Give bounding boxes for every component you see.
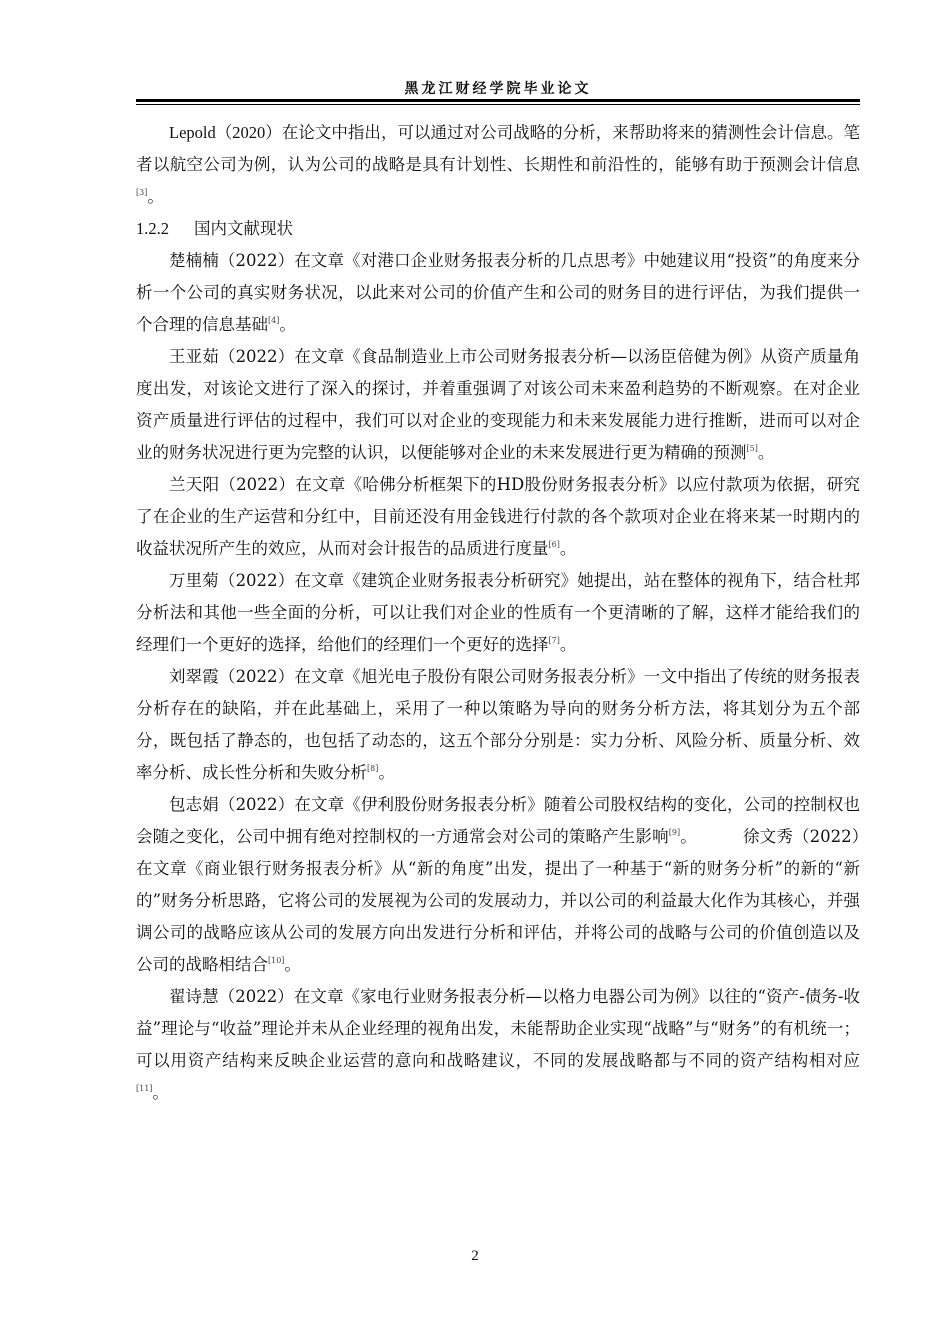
header-rule-thick xyxy=(136,99,860,102)
citation-marker: [4] xyxy=(268,316,280,325)
paragraph-zhai xyxy=(136,981,860,1109)
paragraph-wan xyxy=(136,565,860,661)
paragraph-end: 。 xyxy=(147,187,164,206)
citation-marker: [5] xyxy=(746,444,758,453)
paragraph-text-second: 徐文秀（2022）在文章《商业银行财务报表分析》从“新的角度”出发，提出了一种基于“新的财务分析”的新的“新的”财务分析思路，它将公司的发展视为公司的发展动力，并以公司的利益最大化作为其核心，并强调公司的战略应该从公司的发展方向出发进行分析和评估，并将公司的战略与公司的价值创造以及公司的战略相结合 xyxy=(136,827,861,974)
header-rule-thin xyxy=(136,104,860,105)
section-title: 国内文献现状 xyxy=(194,219,293,238)
paragraph-text: 在论文中指出，可以通过对公司战略的分析，来帮助将来的猜测性会计信息。笔者以航空公司为例，认为公司的战略是具有计划性、长期性和前沿性的，能够有助于预测会计信息 xyxy=(136,123,860,174)
paragraph-liu xyxy=(136,661,860,789)
citation-marker: [8] xyxy=(367,764,379,773)
paragraph-end: 。 xyxy=(559,635,577,654)
paragraph-text: 翟诗慧（2022）在文章《家电行业财务报表分析—以格力电器公司为例》以往的“资产-债务-收益”理论与“收益”理论并未从企业经理的视角出发，未能帮助企业实现“战略”与“财务”的有机统一；可以用资产结构来反映企业运营的意向和战略建议，不同的发展战略都与不同的资产结构相对应 xyxy=(136,987,860,1070)
paragraph-lead: Lepold（2020） xyxy=(169,123,282,142)
thesis-body xyxy=(136,117,860,1109)
paragraph-end: 。 xyxy=(680,827,697,846)
paragraph-end: 。 xyxy=(378,763,395,782)
paragraph-lepold xyxy=(136,117,860,213)
running-header: 黑龙江财经学院毕业论文 xyxy=(404,81,592,97)
paragraph-chu xyxy=(136,245,860,341)
paragraph-text: 兰天阳（2022）在文章《哈佛分析框架下的HD股份财务报表分析》以应付款项为依据，研究了在企业的生产运营和分红中，目前还没有用金钱进行付款的各个款项对企业在将来某一时期内的收益状况所产生的效应，从而对会计报告的品质进行度量 xyxy=(136,475,860,558)
citation-marker: [10] xyxy=(268,956,285,965)
paragraph-end: 。 xyxy=(559,539,577,558)
citation-marker: [3] xyxy=(136,188,148,197)
paragraph-end: 。 xyxy=(152,1083,169,1102)
citation-marker: [6] xyxy=(548,540,560,549)
paragraph-end: 。 xyxy=(757,443,775,462)
section-number: 1.2.2 xyxy=(136,219,169,238)
paragraph-text: 王亚茹（2022）在文章《食品制造业上市公司财务报表分析—以汤臣倍健为例》从资产质量角度出发，对该论文进行了深入的探讨，并着重强调了对该公司未来盈利趋势的不断观察。在对企业资产质量进行评估的过程中，我们可以对企业的变现能力和未来发展能力进行推断，进而可以对企业的财务状况进行更为完整的认识，以便能够对企业的未来发展进行更为精确的预测 xyxy=(136,347,860,462)
citation-marker: [11] xyxy=(136,1084,153,1093)
paragraph-lan xyxy=(136,469,860,565)
paragraph-wang xyxy=(136,341,860,469)
citation-marker: [7] xyxy=(548,636,560,645)
paragraph-text: 包志娟（2022）在文章《伊利股份财务报表分析》随着公司股权结构的变化，公司的控制权也会随之变化，公司中拥有绝对控制权的一方通常会对公司的策略产生影响 xyxy=(136,795,860,846)
citation-marker: [9] xyxy=(668,828,681,837)
page-number: 2 xyxy=(471,1248,479,1264)
paragraph-text: 万里菊（2022）在文章《建筑企业财务报表分析研究》她提出，站在整体的视角下，结合杜邦分析法和其他一些全面的分析，可以让我们对企业的性质有一个更清晰的了解，这样才能给我们的经理们一个更好的选择，给他们的经理们一个更好的选择 xyxy=(136,571,860,654)
paragraph-text: 刘翠霞（2022）在文章《旭光电子股份有限公司财务报表分析》一文中指出了传统的财务报表分析存在的缺陷，并在此基础上，采用了一种以策略为导向的财务分析方法，将其划分为五个部分，既包括了静态的，也包括了动态的，这五个部分分别是：实力分析、风险分析、质量分析、效率分析、成长性分析和失败分析 xyxy=(136,667,860,782)
paragraph-end: 。 xyxy=(284,955,301,974)
section-heading xyxy=(136,213,860,245)
paragraph-end: 。 xyxy=(279,315,296,334)
paragraph-bao-xu xyxy=(136,789,860,981)
paragraph-text: 楚楠楠（2022）在文章《对港口企业财务报表分析的几点思考》中她建议用“投资”的角度来分析一个公司的真实财务状况，以此来对公司的价值产生和公司的财务目的进行评估，为我们提供一个合理的信息基础 xyxy=(136,251,860,334)
